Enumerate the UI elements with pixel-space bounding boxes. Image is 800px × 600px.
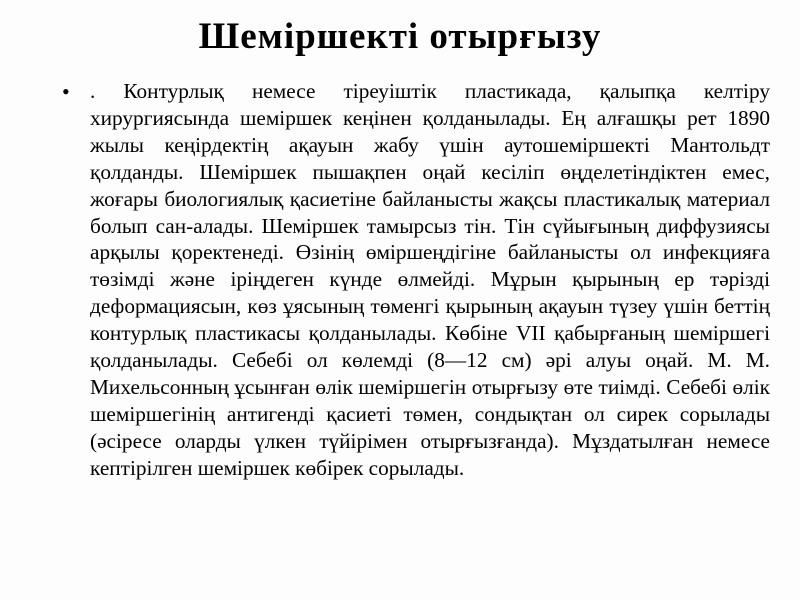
- bullet-marker: •: [62, 79, 70, 104]
- slide-title: Шеміршекті отырғызу: [198, 16, 602, 57]
- bullet-item: [62, 78, 770, 482]
- body-paragraph: . Контурлық немесе тіреуіштік пластикада, қалыпқа келтіру хирургиясында шеміршек кеңінен қолданылады. Ең алғашқы рет 1890 жылы кеңірдектің ақауын жабу үшін аутошеміршекті Мантольдт қолданды. Шеміршек пышақпен оңай кесіліп өңделетіндіктен емес, жоғары биологиялық қасиетіне байланысты жақсы пластикалық материал болып сан-алады. Шеміршек тамырсыз тін. Тін сүйығының диффузиясы арқылы қоректенеді. Өзінің өміршеңдігіне байланысты ол инфекцияға төзімді және іріңдеген күнде өлмейді. Мұрын қырының ер тәрізді деформациясын, көз ұясының төменгі қырының ақауын түзеу үшін беттің контурлық пластикасы қолданылады. Көбіне VII қабырғаның шеміршегі қолданылады. Себебі ол көлемді (8—12 см) әрі алуы оңай. М. М. Михельсонның ұсынған өлік шеміршегін отырғызу өте тиімді. Себебі өлік шеміршегінің антигенді қасиеті төмен, сондықтан ол сирек сорылады (әсіресе оларды үлкен түйірімен отырғызғанда). Мұздатылған немесе кептірілген шеміршек көбірек сорылады.: [90, 79, 770, 480]
- slide-content: [62, 78, 770, 482]
